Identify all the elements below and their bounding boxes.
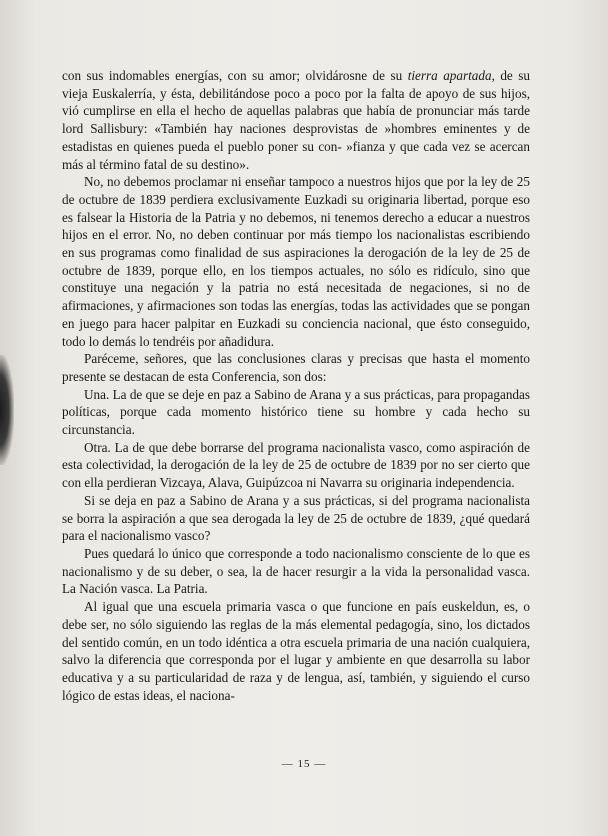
body-text <box>62 67 530 704</box>
paragraph <box>62 492 530 545</box>
paragraph-text: Una. La de que se deje en paz a Sabino de Arana y a sus prácticas, para propagandas políticas, porque cada momento histórico tiene su hombre y cada hecho su circunstancia. <box>62 386 530 438</box>
paragraph-text: No, no debemos proclamar ni enseñar tampoco a nuestros hijos que por la ley de 25 de octubre de 1839 perdiera exclusivamente Euzkadi su originaria libertad, porque eso es falsear la Historia de la Patria y no debemos, ni tenemos derecho a educar a nuestros hijos en el error. No, no deben continuar por más tiempo los nacionalistas escribiendo en sus programas como finalidad de sus aspiraciones la derogación de la ley de 25 de octubre de 1839, porque ello, en los tiempos actuales, no sólo es ridículo, sino que constituye una negación y la patria no está necesitada de negaciones, si no de afirmaciones, y afirmaciones son todas las energías, todas las actividades que se pongan en juego para hacer palpitar en Euzkadi su conciencia nacional, que ésto conseguido, todo lo demás lo tendréis por añadidura. <box>62 174 530 349</box>
paragraph-text: Pues quedará lo único que corresponde a todo nacionalismo consciente de lo que es nacionalismo y de su deber, o sea, la de hacer resurgir a la vida la personalidad vasca. La Nación vasca. La Patria. <box>62 545 530 597</box>
binding-shadow <box>0 355 14 465</box>
page-number: — 15 — <box>281 758 327 770</box>
paragraph-text: Al igual que una escuela primaria vasca o que funcione en país euskeldun, es, o debe ser, no sólo siguiendo las reglas de la más elemental pedagogía, sino, los dictados del sentido común, en un todo idéntica a otra escuela primaria de una nación cualquiera, salvo la diferencia que corresponda por el lugar y ambiente en que desarrolla su labor educativa y a su particularidad de raza y de lengua, así, también, y siguiendo el curso lógico de estas ideas, el naciona- <box>62 599 530 703</box>
paragraph-text: Paréceme, señores, que las conclusiones claras y precisas que hasta el momento presente se destacan de esta Conferencia, son dos: <box>62 351 530 384</box>
paragraph <box>62 439 530 492</box>
paragraph-text: Otra. La de que debe borrarse del programa nacionalista vasco, como aspiración de esta colectividad, la derogación de la ley de 25 de octubre de 1839 por no ser cierto que con ella perdieran Vizcaya, Alava, Guipúzcoa ni Navarra su originaria independencia. <box>62 439 530 491</box>
paragraph <box>62 350 530 385</box>
paragraph <box>62 386 530 439</box>
italic-phrase: tierra apartada <box>407 68 492 83</box>
paragraph-text: , de su vieja Euskalerría, y ésta, debilitándose poco a poco por la falta de apoyo de sus hijos, vió cumplirse en ella el hecho de aquellas palabras que había de pronunciar más tarde lord Sallisbury: «También hay naciones desprovistas de »hombres eminentes y de estadistas en quienes pueda el pueblo poner su con- »fianza y que cada vez se acercan más al término fatal de su destino». <box>62 68 530 172</box>
paragraph <box>62 173 530 350</box>
paragraph-text: Si se deja en paz a Sabino de Arana y a sus prácticas, si del programa nacionalista se borra la aspiración a que sea derogada la ley de 25 de octubre de 1839, ¿qué quedará para el nacionalismo vasco? <box>62 492 530 544</box>
paragraph <box>62 545 530 598</box>
paragraph-text: con sus indomables energías, con su amor; olvidárosne de su <box>62 68 408 83</box>
paragraph <box>62 67 530 173</box>
paragraph <box>62 598 530 704</box>
